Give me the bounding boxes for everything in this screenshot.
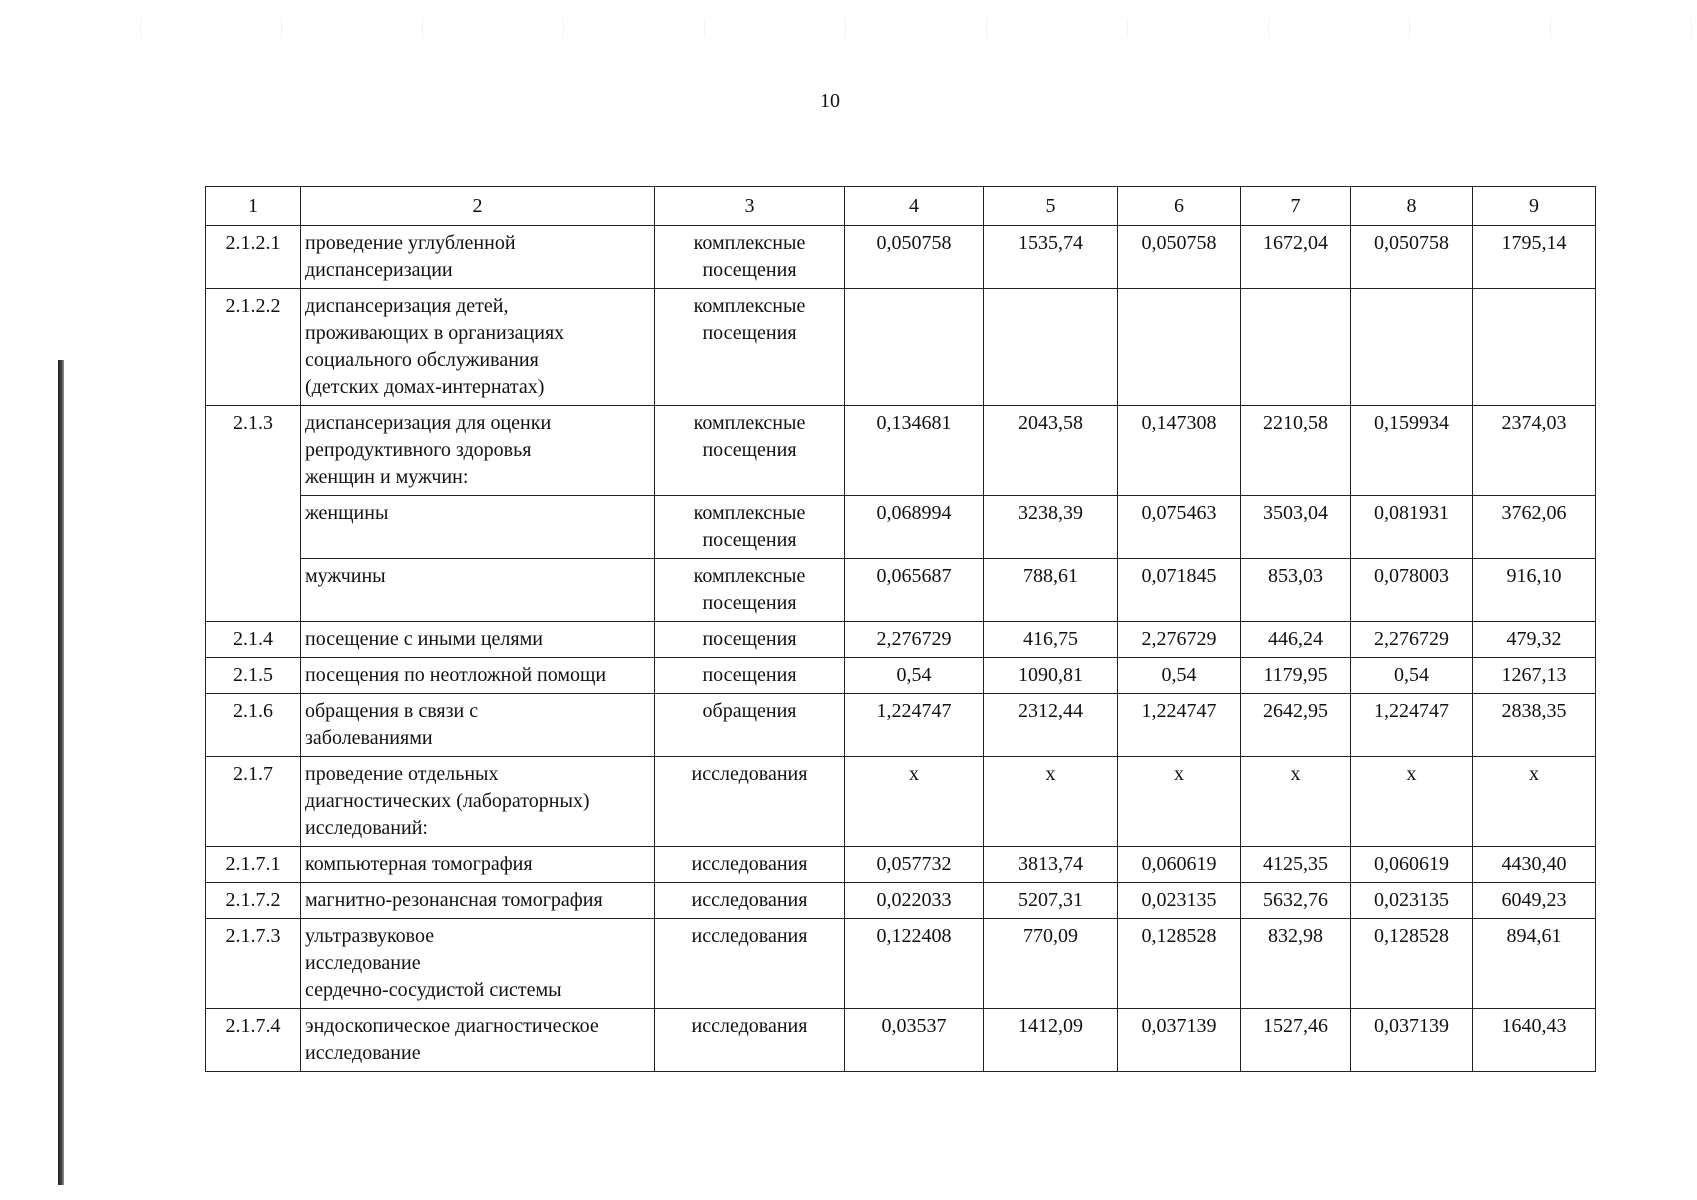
row-value-cell: 0,147308 [1118, 406, 1241, 496]
row-number-cell: 2.1.5 [206, 658, 301, 694]
row-value-cell: 3762,06 [1473, 496, 1596, 559]
header-cell: 2 [301, 187, 655, 226]
page-number: 10 [820, 90, 840, 112]
row-number-cell: 2.1.7.3 [206, 919, 301, 1009]
row-name-cell: посещение с иными целями [301, 622, 655, 658]
row-value-cell: 0,023135 [1118, 883, 1241, 919]
row-number-cell: 2.1.4 [206, 622, 301, 658]
header-cell: 8 [1351, 187, 1473, 226]
row-name-cell: ультразвуковое исследование сердечно-сосудистой системы [301, 919, 655, 1009]
row-number-cell: 2.1.6 [206, 694, 301, 757]
row-number-cell: 2.1.7.2 [206, 883, 301, 919]
row-value-cell [1473, 289, 1596, 406]
row-number-cell: 2.1.3 [206, 406, 301, 622]
row-value-cell: 0,050758 [1351, 226, 1473, 289]
row-value-cell [845, 289, 984, 406]
table-row [206, 694, 1596, 757]
row-value-cell: 0,54 [845, 658, 984, 694]
row-value-cell: 4430,40 [1473, 847, 1596, 883]
row-value-cell: 0,128528 [1118, 919, 1241, 1009]
row-value-cell: 2642,95 [1241, 694, 1351, 757]
row-value-cell: 0,122408 [845, 919, 984, 1009]
row-name-cell: проведение углубленной диспансеризации [301, 226, 655, 289]
binding-edge [58, 360, 64, 1185]
row-value-cell: х [845, 757, 984, 847]
row-value-cell: 2838,35 [1473, 694, 1596, 757]
row-value-cell: 0,078003 [1351, 559, 1473, 622]
row-name-cell: проведение отдельных диагностических (лабораторных) исследований: [301, 757, 655, 847]
row-value-cell: 3813,74 [984, 847, 1118, 883]
header-cell: 9 [1473, 187, 1596, 226]
row-value-cell: 0,022033 [845, 883, 984, 919]
row-value-cell: 1179,95 [1241, 658, 1351, 694]
row-value-cell: 894,61 [1473, 919, 1596, 1009]
row-number-cell: 2.1.7 [206, 757, 301, 847]
row-value-cell: 2,276729 [1351, 622, 1473, 658]
row-unit-cell: комплексные посещения [655, 289, 845, 406]
table-row [206, 1009, 1596, 1072]
row-unit-cell: исследования [655, 919, 845, 1009]
row-value-cell: 1090,81 [984, 658, 1118, 694]
table-row [206, 658, 1596, 694]
row-value-cell: х [1473, 757, 1596, 847]
row-value-cell: 0,060619 [1351, 847, 1473, 883]
row-value-cell: 0,037139 [1351, 1009, 1473, 1072]
row-value-cell: 0,075463 [1118, 496, 1241, 559]
row-value-cell: 0,128528 [1351, 919, 1473, 1009]
row-value-cell [984, 289, 1118, 406]
row-value-cell: 3503,04 [1241, 496, 1351, 559]
row-value-cell: 2312,44 [984, 694, 1118, 757]
row-name-cell: эндоскопическое диагностическое исследование [301, 1009, 655, 1072]
row-value-cell: 0,023135 [1351, 883, 1473, 919]
row-unit-cell: комплексные посещения [655, 406, 845, 496]
row-value-cell: 1267,13 [1473, 658, 1596, 694]
row-unit-cell: комплексные посещения [655, 559, 845, 622]
header-cell: 3 [655, 187, 845, 226]
row-name-cell: магнитно-резонансная томография [301, 883, 655, 919]
data-table [205, 186, 1596, 1072]
row-value-cell: 0,081931 [1351, 496, 1473, 559]
row-value-cell [1241, 289, 1351, 406]
row-value-cell: 1,224747 [1118, 694, 1241, 757]
row-value-cell: 0,159934 [1351, 406, 1473, 496]
row-unit-cell: комплексные посещения [655, 226, 845, 289]
row-value-cell: 0,050758 [1118, 226, 1241, 289]
row-value-cell: 446,24 [1241, 622, 1351, 658]
table-row [206, 406, 1596, 496]
row-value-cell: 0,068994 [845, 496, 984, 559]
row-value-cell: 1527,46 [1241, 1009, 1351, 1072]
header-cell: 6 [1118, 187, 1241, 226]
row-value-cell: 1672,04 [1241, 226, 1351, 289]
row-value-cell: 853,03 [1241, 559, 1351, 622]
row-value-cell: х [1351, 757, 1473, 847]
header-cell: 1 [206, 187, 301, 226]
row-value-cell: 4125,35 [1241, 847, 1351, 883]
row-value-cell: х [984, 757, 1118, 847]
row-value-cell: х [1241, 757, 1351, 847]
scan-artifacts [0, 18, 1697, 38]
row-name-cell: компьютерная томография [301, 847, 655, 883]
table-row [206, 919, 1596, 1009]
row-number-cell: 2.1.7.1 [206, 847, 301, 883]
row-number-cell: 2.1.2.1 [206, 226, 301, 289]
row-value-cell: 416,75 [984, 622, 1118, 658]
header-cell: 4 [845, 187, 984, 226]
row-value-cell: 2,276729 [1118, 622, 1241, 658]
row-unit-cell: исследования [655, 847, 845, 883]
table-row [206, 496, 1596, 559]
row-name-cell: мужчины [301, 559, 655, 622]
table-row [206, 559, 1596, 622]
header-cell: 5 [984, 187, 1118, 226]
row-value-cell: 0,065687 [845, 559, 984, 622]
row-value-cell: 3238,39 [984, 496, 1118, 559]
row-value-cell: 1535,74 [984, 226, 1118, 289]
row-unit-cell: комплексные посещения [655, 496, 845, 559]
row-value-cell: 832,98 [1241, 919, 1351, 1009]
row-value-cell: 479,32 [1473, 622, 1596, 658]
table-row [206, 883, 1596, 919]
row-value-cell [1118, 289, 1241, 406]
row-unit-cell: посещения [655, 622, 845, 658]
row-value-cell: 5207,31 [984, 883, 1118, 919]
row-value-cell: 2043,58 [984, 406, 1118, 496]
row-value-cell: 1,224747 [845, 694, 984, 757]
row-value-cell: 0,134681 [845, 406, 984, 496]
row-name-cell: женщины [301, 496, 655, 559]
row-number-cell: 2.1.2.2 [206, 289, 301, 406]
row-name-cell: посещения по неотложной помощи [301, 658, 655, 694]
row-unit-cell: обращения [655, 694, 845, 757]
header-cell: 7 [1241, 187, 1351, 226]
row-value-cell: 916,10 [1473, 559, 1596, 622]
row-value-cell: 788,61 [984, 559, 1118, 622]
row-value-cell: 2210,58 [1241, 406, 1351, 496]
row-value-cell: 0,54 [1118, 658, 1241, 694]
table-row [206, 757, 1596, 847]
row-unit-cell: исследования [655, 883, 845, 919]
row-value-cell: 0,037139 [1118, 1009, 1241, 1072]
row-value-cell: 5632,76 [1241, 883, 1351, 919]
table-header-row [206, 187, 1596, 226]
row-value-cell: 1,224747 [1351, 694, 1473, 757]
row-name-cell: диспансеризация для оценки репродуктивного здоровья женщин и мужчин: [301, 406, 655, 496]
row-value-cell: х [1118, 757, 1241, 847]
row-unit-cell: исследования [655, 757, 845, 847]
table-row [206, 847, 1596, 883]
row-unit-cell: посещения [655, 658, 845, 694]
row-value-cell: 1795,14 [1473, 226, 1596, 289]
row-value-cell: 1412,09 [984, 1009, 1118, 1072]
row-name-cell: обращения в связи с заболеваниями [301, 694, 655, 757]
row-value-cell: 0,071845 [1118, 559, 1241, 622]
row-value-cell: 0,54 [1351, 658, 1473, 694]
row-value-cell: 0,03537 [845, 1009, 984, 1072]
table-row [206, 226, 1596, 289]
row-value-cell: 770,09 [984, 919, 1118, 1009]
row-unit-cell: исследования [655, 1009, 845, 1072]
row-value-cell [1351, 289, 1473, 406]
table-row [206, 622, 1596, 658]
row-value-cell: 2,276729 [845, 622, 984, 658]
row-value-cell: 0,060619 [1118, 847, 1241, 883]
row-value-cell: 0,057732 [845, 847, 984, 883]
row-value-cell: 0,050758 [845, 226, 984, 289]
row-value-cell: 2374,03 [1473, 406, 1596, 496]
row-value-cell: 1640,43 [1473, 1009, 1596, 1072]
table-row [206, 289, 1596, 406]
row-name-cell: диспансеризация детей, проживающих в организациях социального обслуживания (детских домах-интернатах) [301, 289, 655, 406]
row-number-cell: 2.1.7.4 [206, 1009, 301, 1072]
row-value-cell: 6049,23 [1473, 883, 1596, 919]
